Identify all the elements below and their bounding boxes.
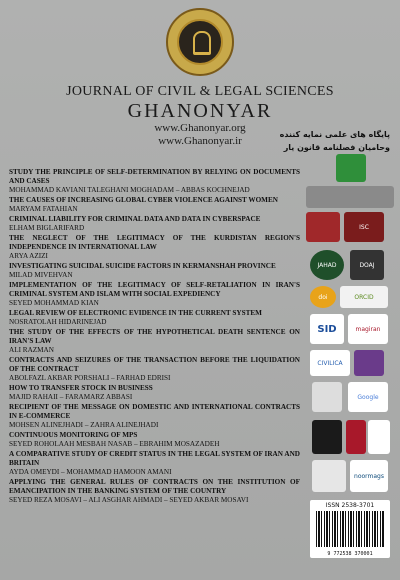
scholar-hat-logo	[312, 460, 346, 492]
article-title: A COMPARATIVE STUDY OF CREDIT STATUS IN THE LEGAL SYSTEM OF IRAN AND BRITAIN	[9, 450, 300, 467]
article-item	[9, 431, 300, 449]
article-title: APPLYING THE GENERAL RULES OF CONTRACTS ON THE INSTITUTION OF EMANCIPATION IN THE BANKING SYSTEM OF THE COUNTRY	[9, 478, 300, 495]
article-authors: SEYED ROHOLAAH MESBAH NASAB – EBRAHIM MOSAZADEH	[9, 440, 220, 448]
article-authors: MILAD MIVEHVAN	[9, 271, 73, 279]
sid-label: SID	[317, 323, 337, 335]
research-fund-logo	[306, 186, 394, 208]
article-item	[9, 196, 300, 214]
article-title: CRIMINAL LIABILITY FOR CRIMINAL DATA AND DATA IN CYBERSPACE	[9, 215, 261, 223]
journal-seal-logo	[166, 8, 234, 76]
issn-label: ISSN 2538-3701	[325, 502, 375, 509]
journal-title: JOURNAL OF CIVIL & LEGAL SCIENCES	[66, 84, 334, 99]
google-label: Google	[357, 393, 379, 401]
isi-logo	[346, 420, 366, 454]
article-item	[9, 215, 300, 233]
noormags-label: noormags	[354, 472, 384, 480]
issn-intl-logo	[368, 420, 390, 454]
article-authors: MOHAMMAD KAVIANI TALEGHANI MOGHADAM – ABBAS KOCHNEJAD	[9, 186, 250, 194]
article-authors: NOSRATOLAH HIDARINEJAD	[9, 318, 107, 326]
book-logo	[312, 420, 342, 454]
article-item	[9, 403, 300, 430]
civilica-logo	[310, 350, 350, 376]
google-logo	[348, 382, 388, 412]
article-title: RECIPIENT OF THE MESSAGE ON DOMESTIC AND INTERNATIONAL CONTRACTS IN E-COMMERCE	[9, 403, 300, 420]
journal-name: GHANONYAR	[127, 100, 273, 122]
civilica-label: CIVILICA	[317, 359, 343, 367]
article-title: THE CAUSES OF INCREASING GLOBAL CYBER VIOLENCE AGAINST WOMEN	[9, 196, 278, 204]
article-list	[9, 168, 300, 506]
article-title: LEGAL REVIEW OF ELECTRONIC EVIDENCE IN THE CURRENT SYSTEM	[9, 309, 262, 317]
barcode-icon	[316, 511, 384, 547]
doi-logo	[310, 286, 336, 308]
article-authors: MAJID RAHAII – FARAMARZ ABBASI	[9, 393, 133, 401]
article-item	[9, 262, 300, 280]
article-title: INVESTIGATING SUICIDAL SUICIDE FACTORS IN KERMANSHAH PROVINCE	[9, 262, 276, 270]
magiran-label: magiran	[355, 325, 381, 333]
article-item	[9, 281, 300, 308]
article-authors: ALI RAZMAN	[9, 346, 54, 354]
website-org[interactable]: www.Ghanonyar.org	[154, 122, 246, 134]
website-ir[interactable]: www.Ghanonyar.ir	[158, 135, 242, 147]
orcid-label: ORCID	[354, 293, 374, 301]
article-item	[9, 168, 300, 195]
article-item	[9, 356, 300, 383]
article-authors: SEYED REZA MOSAVI – ALI ASGHAR AHMADI – SEYED AKBAR MOSAVI	[9, 496, 249, 504]
article-authors: MOHSEN ALINEJHADI – ZAHRA ALINEJHADI	[9, 421, 159, 429]
article-authors: AYDA OMEYDI – MOHAMMAD HAMOON AMANI	[9, 468, 172, 476]
article-authors: ABOLFAZL AKBAR PORSHALI – FARHAD EDRISI	[9, 374, 171, 382]
sid-logo	[310, 314, 344, 344]
article-item	[9, 450, 300, 477]
article-authors: ARYA AZIZI	[9, 252, 48, 260]
article-item	[9, 234, 300, 261]
persian-indexing-line1: پایگاه های علمی نمایه کننده	[279, 130, 390, 139]
article-title: IMPLEMENTATION OF THE LEGITIMACY OF SELF-RETALIATION IN IRAN'S CRIMINAL SYSTEM AND ISLAM WITH SOCIAL EXPEDIENCY	[9, 281, 300, 298]
article-title: CONTINUOUS MONITORING OF MPS	[9, 431, 138, 439]
doaj-logo	[350, 250, 384, 280]
iran-emblem-logo	[336, 154, 366, 182]
magiran-logo	[348, 314, 388, 344]
article-title: STUDY THE PRINCIPLE OF SELF-DETERMINATION BY RELYING ON DOCUMENTS AND CASES	[9, 168, 300, 185]
doi-label: doi	[318, 293, 328, 301]
vezarat-logo	[306, 212, 340, 242]
article-item	[9, 478, 300, 505]
article-authors: ELHAM BIGLARIFARD	[9, 224, 85, 232]
article-authors: SEYED MOHAMMAD KIAN	[9, 299, 99, 307]
orcid-logo	[340, 286, 388, 308]
barcode-number: 9 772538 370001	[327, 551, 373, 557]
seal-emblem-icon	[193, 31, 211, 55]
article-title: HOW TO TRANSFER STOCK IN BUSINESS	[9, 384, 153, 392]
doaj-label: DOAJ	[359, 261, 375, 269]
scholar-logo	[354, 350, 384, 376]
isc-logo	[344, 212, 384, 242]
jahad-label: JAHAD	[317, 261, 337, 269]
article-item	[9, 309, 300, 327]
isc-label: ISC	[359, 223, 369, 231]
article-item	[9, 384, 300, 402]
noormags-logo	[350, 460, 388, 492]
seal-inner	[177, 19, 223, 65]
mosque-logo	[312, 382, 342, 412]
article-title: THE NEGLECT OF THE LEGITIMACY OF THE KURDISTAN REGION'S INDEPENDENCE IN INTERNATIONAL LAW	[9, 234, 300, 251]
persian-indexing-line2: وحامیان فصلنامه قانون یار	[283, 143, 390, 152]
jahad-logo	[310, 250, 344, 280]
article-title: THE STUDY OF THE EFFECTS OF THE HYPOTHETICAL DEATH SENTENCE ON IRAN'S LAW	[9, 328, 300, 345]
article-authors: MARYAM FATAHIAN	[9, 205, 78, 213]
article-title: CONTRACTS AND SEIZURES OF THE TRANSACTION BEFORE THE LIQUIDATION OF THE CONTRACT	[9, 356, 300, 373]
article-item	[9, 328, 300, 355]
issn-barcode	[310, 500, 390, 558]
